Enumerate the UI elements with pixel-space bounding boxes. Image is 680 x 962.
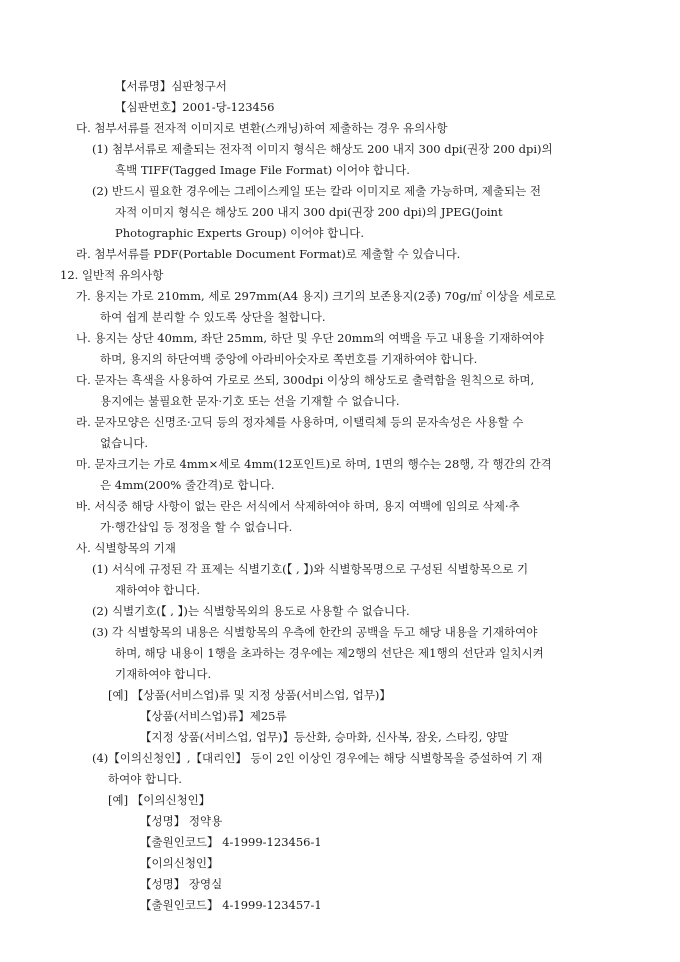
line-30: [예] 【상품(서비스업)류 및 지정 상품(서비스업, 업무)】 bbox=[108, 688, 391, 702]
line-08: Photographic Experts Group) 이어야 합니다. bbox=[115, 226, 365, 240]
line-38: 【이의신청인】 bbox=[140, 856, 219, 870]
line-15: 다. 문자는 흑색을 사용하여 가로로 쓰되, 300dpi 이상의 해상도로 출력함을 원칙으로 하며, bbox=[76, 373, 535, 387]
line-04: (1) 첨부서류로 제출되는 전자적 이미지 형식은 해상도 200 내지 300 dpi(권장 200 dpi)의 bbox=[92, 142, 553, 156]
line-40: 【출원인코드】 4-1999-123457-1 bbox=[140, 898, 322, 912]
line-07: 자적 이미지 형식은 해상도 200 내지 300 dpi(권장 200 dpi)의 JPEG(Joint bbox=[115, 205, 503, 219]
line-39: 【성명】 장영실 bbox=[140, 877, 223, 891]
line-33: (4)【이의신청인】,【대리인】 등이 2인 이상인 경우에는 해당 식별항목을 증설하여 기 재 bbox=[92, 751, 543, 765]
line-19: 마. 문자크기는 가로 4mm×세로 4mm(12포인트)로 하며, 1면의 행수는 28행, 각 행간의 간격 bbox=[76, 457, 552, 471]
line-37: 【출원인코드】 4-1999-123456-1 bbox=[140, 835, 322, 849]
line-23: 사. 식별항목의 기재 bbox=[76, 541, 176, 555]
line-32: 【지정 상품(서비스업, 업무)】등산화, 승마화, 신사복, 잠옷, 스타킹, 양말 bbox=[140, 730, 509, 744]
line-21: 바. 서식중 해당 사항이 없는 란은 서식에서 삭제하여야 하며, 용지 여백에 임의로 삭제·추 bbox=[76, 499, 520, 513]
line-20: 은 4mm(200% 줄간격)로 합니다. bbox=[100, 478, 275, 492]
line-31: 【상품(서비스업)류】제25류 bbox=[140, 709, 287, 723]
line-34: 하여야 합니다. bbox=[108, 772, 182, 786]
line-14: 하며, 용지의 하단여백 중앙에 아라비아숫자로 쪽번호를 기재하여야 합니다. bbox=[100, 352, 478, 366]
line-06: (2) 반드시 필요한 경우에는 그레이스케일 또는 칼라 이미지로 제출 가능하며, 제출되는 전 bbox=[92, 184, 541, 198]
line-35: [예] 【이의신청인】 bbox=[108, 793, 211, 807]
line-01: 【서류명】심판청구서 bbox=[115, 79, 227, 93]
line-28: 하며, 해당 내용이 1행을 초과하는 경우에는 제2행의 선단은 제1행의 선단과 일치시켜 bbox=[115, 646, 544, 660]
line-11: 가. 용지는 가로 210mm, 세로 297mm(A4 용지) 크기의 보존용지(2종) 70g/㎡ 이상을 세로로 bbox=[76, 289, 556, 303]
line-12: 하여 쉽게 분리할 수 있도록 상단을 철합니다. bbox=[100, 310, 326, 324]
line-16: 용지에는 불필요한 문자·기호 또는 선을 기재할 수 없습니다. bbox=[100, 394, 400, 408]
line-24: (1) 서식에 규정된 각 표제는 식별기호(【 , 】)와 식별항목명으로 구성된 식별항목으로 기 bbox=[92, 562, 529, 576]
line-03: 다. 첨부서류를 전자적 이미지로 변환(스캐닝)하여 제출하는 경우 유의사항 bbox=[76, 121, 448, 135]
line-05: 흑백 TIFF(Tagged Image File Format) 이어야 합니다. bbox=[115, 163, 410, 177]
line-13: 나. 용지는 상단 40mm, 좌단 25mm, 하단 및 우단 20mm의 여백을 두고 내용을 기재하여야 bbox=[76, 331, 544, 345]
line-36: 【성명】 정약용 bbox=[140, 814, 223, 828]
line-17: 라. 문자모양은 신명조·고딕 등의 정자체를 사용하며, 이탤릭체 등의 문자속성은 사용할 수 bbox=[76, 415, 524, 429]
line-10: 12. 일반적 유의사항 bbox=[60, 268, 164, 282]
line-29: 기재하여야 합니다. bbox=[115, 667, 212, 681]
line-18: 없습니다. bbox=[100, 436, 149, 450]
line-22: 가·행간삽입 등 정정을 할 수 없습니다. bbox=[100, 520, 293, 534]
line-09: 라. 첨부서류를 PDF(Portable Document Format)로 제출할 수 있습니다. bbox=[76, 247, 461, 261]
line-26: (2) 식별기호(【 , 】)는 식별항목외의 용도로 사용할 수 없습니다. bbox=[92, 604, 410, 618]
line-27: (3) 각 식별항목의 내용은 식별항목의 우측에 한칸의 공백을 두고 해당 내용을 기재하여야 bbox=[92, 625, 538, 639]
line-25: 재하여야 합니다. bbox=[115, 583, 201, 597]
line-02: 【심판번호】2001-당-123456 bbox=[115, 100, 275, 114]
